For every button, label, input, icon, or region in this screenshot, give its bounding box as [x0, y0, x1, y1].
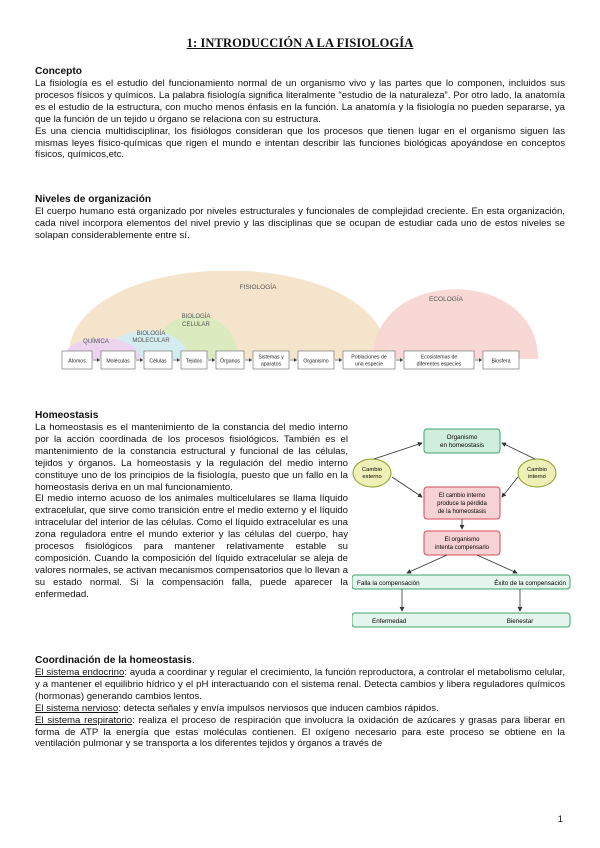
- paragraph-text: La homeostasis es el mantenimiento de la constancia del medio interno por la acción coordinada de los procesos fisiológicos. También es el mantenimiento de la constancia estructural y funcional de las células, tejidos y órganos. La homeostasis y la regulación del medio interno constituye uno de los principios de la fisiología, puesto que un fallo en la homeostasis deriva en un mal funcionamiento.: [35, 422, 348, 493]
- list-item: [35, 667, 565, 703]
- label-ecologia: ECOLOGÍA: [429, 296, 463, 303]
- level-label: Órganos: [220, 358, 240, 365]
- section-heading-concepto: Concepto: [35, 66, 82, 77]
- box-organismo-homeostasis: [424, 429, 500, 453]
- arrow-to-success: [477, 555, 517, 573]
- item-term: El sistema respiratorio: [35, 714, 133, 726]
- organization-levels-diagram: [58, 271, 548, 379]
- label-biologia-celular-1: BIOLOGÍA: [181, 314, 211, 320]
- paragraph-homeostasis: [35, 422, 348, 601]
- level-label: Células: [149, 358, 167, 365]
- text-success: Éxito de la compensación: [494, 580, 566, 587]
- list-item: [35, 703, 565, 715]
- list-item: [35, 715, 565, 751]
- arrow-interno: [502, 443, 535, 459]
- text-left-1: Cambio: [362, 467, 382, 473]
- level-label: Sistemas y: [258, 354, 284, 361]
- text-mid2-1: El organismo: [444, 537, 480, 543]
- label-biologia-celular-2: CELULAR: [182, 322, 210, 328]
- section-heading-niveles: Niveles de organización: [35, 194, 152, 205]
- level-label: aparatos: [260, 361, 282, 368]
- level-label: Ecosistemas de: [420, 354, 458, 361]
- page-number: 1: [557, 814, 563, 825]
- list-coordinacion: [35, 667, 565, 750]
- section-heading-homeostasis: Homeostasis: [35, 410, 99, 421]
- arrow-externo: [374, 443, 422, 459]
- section-heading-coordinacion: [35, 655, 195, 666]
- arrow-to-fail: [407, 555, 447, 573]
- text-wellness: Bienestar: [506, 618, 534, 625]
- text-left-2: externo: [362, 474, 382, 480]
- page-title: 1: INTRODUCCIÓN A LA FISIOLOGÍA: [186, 36, 414, 50]
- level-label: Moléculas: [106, 358, 130, 365]
- level-label: diferentes especies: [416, 361, 462, 368]
- arrow-externo-down: [392, 477, 422, 497]
- text-fail: Falla la compensación: [357, 580, 420, 587]
- arrow-interno-down: [502, 477, 518, 497]
- paragraph-concepto: [35, 78, 565, 161]
- item-term: El sistema endocrino: [35, 667, 125, 678]
- label-fisiologia: FISIOLOGÍA: [239, 284, 277, 291]
- text-right-2: interno: [528, 474, 546, 480]
- text-top-2: en homeostasis: [439, 442, 485, 449]
- label-biologia-molecular-1: BIOLOGÍA: [136, 331, 166, 337]
- heading-period: .: [191, 655, 195, 666]
- item-term: El sistema nervioso: [35, 702, 119, 714]
- ellipse-cambio-interno: [518, 459, 556, 487]
- text-mid1-3: de la homeostasis: [437, 509, 487, 515]
- heading-text: Coordinación de la homeostasis: [35, 655, 192, 666]
- level-label: Organismo: [303, 358, 329, 365]
- level-label: Poblaciones de: [351, 354, 387, 361]
- item-text: : ayuda a coordinar y regular el crecimiento, la función reproductora, a controlar el metabolismo celular, y a mantener el equilibrio hídrico y el pH interactuando con el sistema renal. Detecta cambios y libera reguladores químicos (hormonas) generando cambios lentos.: [35, 667, 565, 702]
- paragraph-niveles: [35, 206, 565, 242]
- text-illness: Enfermedad: [372, 618, 407, 625]
- text-right-1: Cambio: [527, 467, 547, 473]
- level-label: Biosfera: [491, 358, 511, 365]
- item-text: : detecta señales y envía impulsos nerviosos que inducen cambios rápidos.: [118, 702, 439, 714]
- text-mid1-1: El cambio interno: [438, 493, 486, 499]
- paragraph-text: La fisiología es el estudio del funcionamiento normal de un organismo vivo y las partes que lo componen, incluidos sus procesos físicos y químicos. La palabra fisiología significa literalmente “estudio de la naturaleza”. Por otro lado, la anatomía es el estudio de la estructura, con mucho menos énfasis en la función. La anatomía y la fisiología no pueden separarse, ya que la función de un tejido u órgano se relaciona con su estructura.: [35, 78, 565, 125]
- level-label: Átomos: [68, 358, 86, 365]
- homeostasis-flow-diagram: [352, 425, 572, 635]
- text-mid2-2: intenta compensarlo: [434, 545, 490, 551]
- paragraph-text: El medio interno acuoso de los animales multicelulares se llama líquido extracelular, que sirve como transición entre el medio externo y el líquido intracelular del interior de las células. Como el líquido extracelular es una zona reguladora entre el mundo exterior y las células del cuerpo, hay procesos fisiológicos para mantener relativamente estable su composición. Cuando la composición del líquido extracelular se aleja de valores normales, se activan mecanismos compensatorios que lo llevan a su estado normal. Si la compensación falla, puede aparecer la enfermedad.: [35, 493, 349, 600]
- box-intenta-compensarlo: [424, 531, 500, 555]
- paragraph-text: Es una ciencia multidisciplinar, los fisiólogos consideran que los procesos que tienen lugar en el organismo siguen las mismas leyes físico-químicas que rigen el mundo e intentan describir las funciones biológicas apoyándose en conceptos físicos, químicos,etc.: [35, 125, 565, 161]
- paragraph-text: El cuerpo humano está organizado por niveles estructurales y funcionales de complejidad creciente. En esta organización, cada nivel incorpora elementos del nivel previo y las disciplinas que se ocupan de estudiar cada uno de estos niveles se solapan considerablemente entre sí.: [35, 206, 565, 241]
- text-top-1: Organismo: [446, 434, 478, 441]
- text-mid1-2: produce la pérdida: [437, 501, 487, 507]
- label-quimica: QUÍMICA: [83, 339, 109, 345]
- level-label: una especie: [355, 361, 383, 368]
- label-biologia-molecular-2: MOLECULAR: [132, 338, 170, 344]
- ellipse-cambio-externo: [353, 459, 391, 487]
- item-text: : realiza el proceso de respiración que involucra la oxidación de azúcares y grasas para liberar en forma de ATP la energía que estas moléculas contienen. El oxígeno necesario para este proceso se obtiene en la ventilación pulmonar y se transporta a los diferentes tejidos y órganos a través de: [35, 714, 565, 750]
- level-label: Tejidos: [185, 358, 203, 365]
